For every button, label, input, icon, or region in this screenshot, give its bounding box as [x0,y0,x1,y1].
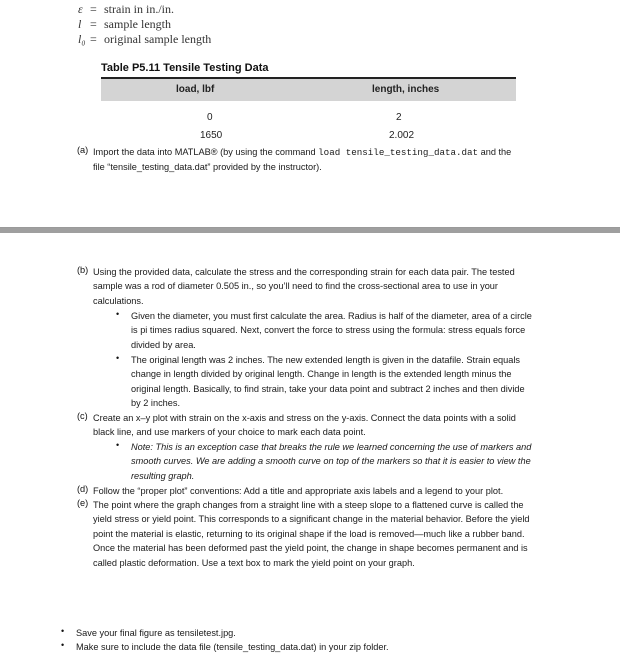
table-cell: 2 [396,112,402,123]
part-e-line: The point where the graph changes from a straight line with a steep slope to a flattened curve is called the [93,500,524,510]
part-e-label: (e) [77,498,89,508]
table-header-row [101,79,516,101]
part-b-bullet-strain [131,353,601,411]
bullet-line: Given the diameter, you must first calculate the area. Radius is half of the diameter, area of a circle [131,311,532,321]
part-a-text [93,145,593,175]
bullet-glyph: • [116,353,120,363]
bullet-line: change in length divided by original length. Change in length is the extended length minus the [131,369,512,380]
page-top [0,0,620,228]
table-header-load: load, lbf [176,84,215,95]
table-title: Table P5.11 Tensile Testing Data [101,62,269,74]
part-e-line: point the material is elastic, returning to its original shape if the load is removed—much like a rubber band. [93,528,525,539]
definition-text: original sample length [104,32,212,46]
bullet-glyph: • [116,440,120,450]
part-a-line [93,145,593,160]
bullet-glyph: • [61,626,65,636]
definition-symbol: l [78,17,82,31]
bullet-line: original length. Basically, to find strain, take your data point and subtract 2 inches and then divide [131,383,525,394]
part-d-text: Follow the “proper plot” conventions: Add a title and appropriate axis labels and a legend to your plot. [93,486,504,496]
part-e-line: yield stress or yield point. This corresponds to a significant change in the material behavior. Before the yield [93,514,530,525]
part-a-text-pre: Import the data into MATLAB® (by using the command [93,147,319,157]
part-c-note [131,440,601,483]
bullet-glyph: • [116,309,120,319]
part-e-line: called plastic deformation. Use a text box to mark the yield point on your graph. [93,557,415,568]
table-header-length: length, inches [372,84,440,95]
definition-equals: = [90,32,97,46]
part-b-text [93,265,593,308]
table-cell-cropped: 2.002 [389,130,415,141]
table-cell: 0 [207,112,213,123]
footer-bullet-save: Save your final figure as tensiletest.jpg. [76,628,236,638]
part-b-line: sample was a rod of diameter 0.505 in., so you’ll need to find the cross-sectional area to use in your [93,281,498,292]
part-a-text-post: and the [478,147,512,157]
table-cell-cropped: 1650 [200,130,223,141]
definition-text: sample length [104,17,171,31]
part-e-text [93,498,593,570]
part-a-label: (a) [77,145,89,155]
part-e-line: Once the material has been deformed past the yield point, the change in shape becomes permanent and is [93,543,528,554]
part-b-label: (b) [77,265,89,275]
definition-strain [78,2,174,17]
part-b-line: Using the provided data, calculate the stress and the corresponding strain for each data pair. The tested [93,267,515,277]
definition-equals: = [90,2,97,16]
definition-symbol: ε [78,2,83,16]
note-line: smooth curves. We are adding a smooth curve on top of the markers so that it is easier to view the [131,456,531,467]
bullet-line: by 2 inches. [131,398,181,409]
bullet-line: The original length was 2 inches. The new extended length is given in the datafile. Strain equals [131,355,521,365]
footer-bullet-datafile: Make sure to include the data file (tensile_testing_data.dat) in your zip folder. [76,642,389,652]
page-bottom [0,233,620,657]
part-d-label: (d) [77,484,89,494]
definition-symbol: l₀ [78,32,86,46]
note-line: resulting graph. [131,470,195,481]
definition-equals: = [90,17,97,31]
definition-text: strain in in./in. [104,2,174,16]
note-line: Note: This is an exception case that breaks the rule we learned concerning the use of markers and [131,442,532,452]
part-c-label: (c) [77,411,88,421]
part-b-line: calculations. [93,295,144,306]
bullet-glyph: • [61,640,65,650]
definition-original-length [78,32,211,47]
part-a-line: file “tensile_testing_data.dat” provided by the instructor). [93,162,322,173]
part-c-text [93,411,593,440]
matlab-command: load tensile_testing_data.dat [318,147,479,158]
definition-sample-length [78,17,171,32]
part-c-line: black line, and use markers of your choice to mark each data point. [93,427,366,438]
bullet-line: is pi times radius squared. Next, convert the force to stress using the formula: stress equals force [131,325,526,336]
bullet-line: divided by area. [131,339,196,350]
part-c-line: Create an x–y plot with strain on the x-axis and stress on the y-axis. Connect the data points with a solid [93,413,516,423]
part-b-bullet-area [131,309,601,352]
